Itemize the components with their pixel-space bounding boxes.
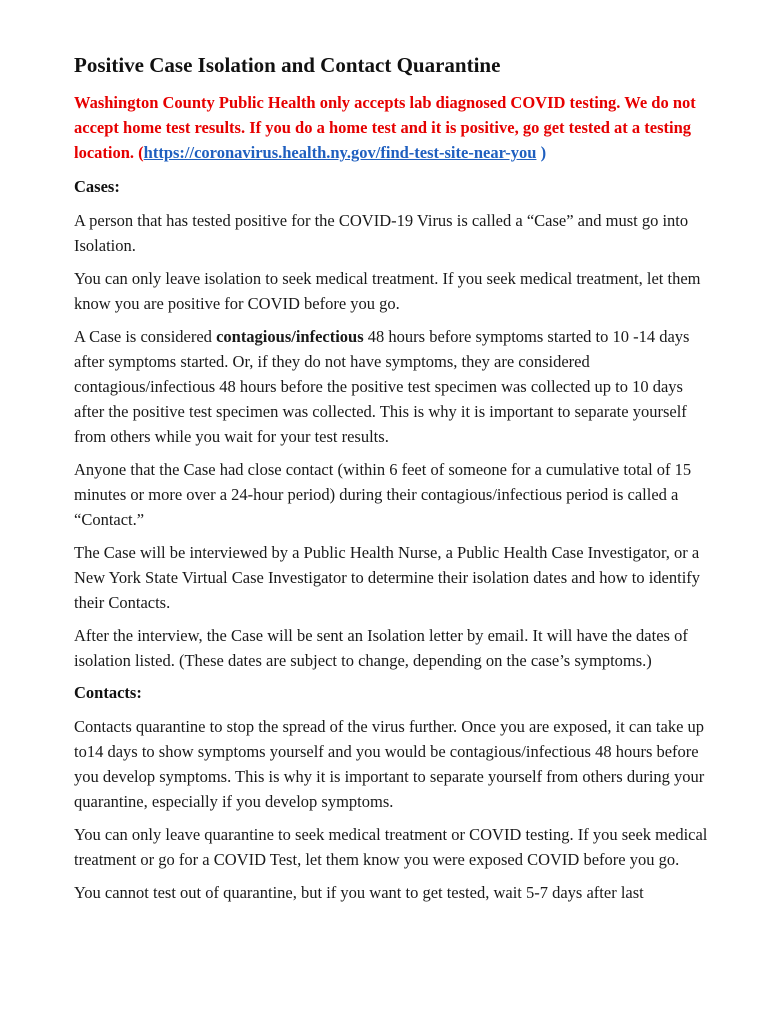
cases-paragraph-interview: The Case will be interviewed by a Public Health Nurse, a Public Health Case Investigator, or a New York State Virtual Case Investigator to determine their isolation dates and how to identify their Contacts. <box>74 543 701 613</box>
contagious-text-post: 48 hours before symptoms started to 10 -14 days after symptoms started. Or, if they do not have symptoms, they are considered contagious/infectious 48 hours before the positive test specimen was collected up to 10 days after the positive test specimen was collected. This is why it is important to separate yourself from others while you wait for your test results. <box>74 327 690 447</box>
contacts-paragraph-leave-quarantine: You can only leave quarantine to seek medical treatment or COVID testing. If you seek medical treatment or go for a COVID Test, let them know you were exposed COVID before you go. <box>74 825 708 870</box>
page-title: Positive Case Isolation and Contact Quarantine <box>74 53 501 77</box>
notice-text: Washington County Public Health only accepts lab diagnosed COVID testing. We do not accept home test results. If you do a home test and it is positive, go get tested at a testing location. ( <box>74 93 696 163</box>
contagious-text-pre: A Case is considered <box>74 327 217 347</box>
cases-heading: Cases: <box>74 177 120 197</box>
contagious-bold-term: contagious/infectious <box>216 327 364 347</box>
contacts-heading: Contacts: <box>74 683 142 703</box>
notice-close-paren: ) <box>536 143 547 163</box>
find-test-site-link[interactable]: https://coronavirus.health.ny.gov/find-test-site-near-you <box>143 143 537 163</box>
cases-paragraph-isolation-letter: After the interview, the Case will be sent an Isolation letter by email. It will have the dates of isolation listed. (These dates are subject to change, depending on the case’s symptoms.) <box>74 626 688 671</box>
contacts-paragraph-quarantine: Contacts quarantine to stop the spread of the virus further. Once you are exposed, it can take up to14 days to show symptoms yourself and you would be contagious/infectious 48 hours before you develop symptoms. This is why it is important to separate yourself from others during your quarantine, especially if you develop symptoms. <box>74 717 705 812</box>
document-page <box>74 52 714 913</box>
contacts-paragraph-testing: You cannot test out of quarantine, but if you want to get tested, wait 5-7 days after last <box>74 883 644 903</box>
cases-paragraph-leave-isolation: You can only leave isolation to seek medical treatment. If you seek medical treatment, let them know you are positive for COVID before you go. <box>74 269 701 314</box>
lab-testing-notice <box>74 90 714 165</box>
cases-paragraph-contagious-period <box>74 324 714 449</box>
cases-paragraph-close-contact: Anyone that the Case had close contact (within 6 feet of someone for a cumulative total of 15 minutes or more over a 24-hour period) during their contagious/infectious period is called a “Contact.” <box>74 460 692 530</box>
cases-paragraph-definition: A person that has tested positive for the COVID-19 Virus is called a “Case” and must go into Isolation. <box>74 211 689 256</box>
